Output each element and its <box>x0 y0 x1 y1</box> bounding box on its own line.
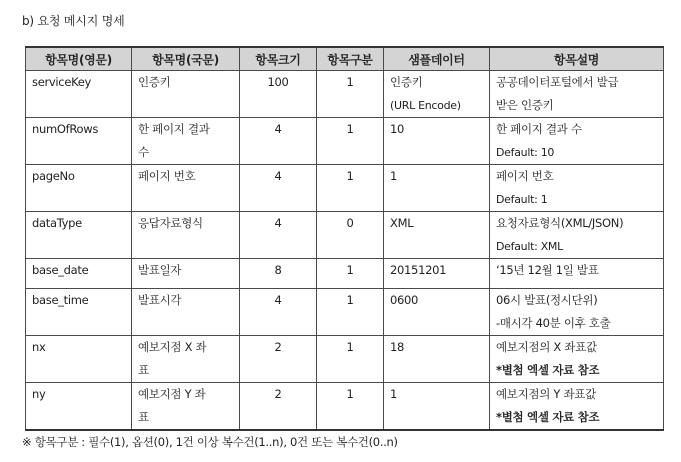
cell-sample: 10 <box>384 118 490 165</box>
cell-sample: 18 <box>384 336 490 383</box>
cell-type: 1 <box>317 336 384 383</box>
table-row <box>26 212 664 259</box>
cell-sample: 1 <box>384 165 490 212</box>
cell-sample: XML <box>384 212 490 259</box>
header-type: 항목구분 <box>317 47 384 71</box>
cell-size: 4 <box>240 118 317 165</box>
cell-name-en: base_time <box>26 289 132 336</box>
cell-type: 1 <box>317 71 384 118</box>
cell-name-en: numOfRows <box>26 118 132 165</box>
cell-description: 요청자료형식(XML/JSON) Default: XML <box>490 212 664 259</box>
cell-name-ko: 인증키 <box>132 71 240 118</box>
table-row <box>26 289 664 336</box>
cell-name-en: pageNo <box>26 165 132 212</box>
cell-name-en: nx <box>26 336 132 383</box>
table-header-row <box>26 47 664 71</box>
cell-description: 예보지점의 X 좌표값 *별첨 엑셀 자료 참조 <box>490 336 664 383</box>
cell-size: 2 <box>240 336 317 383</box>
cell-description: 한 페이지 결과 수 Default: 10 <box>490 118 664 165</box>
table-row <box>26 259 664 289</box>
cell-type: 0 <box>317 212 384 259</box>
table-row <box>26 118 664 165</box>
cell-name-en: dataType <box>26 212 132 259</box>
cell-sample: 1 <box>384 383 490 431</box>
cell-size: 100 <box>240 71 317 118</box>
cell-name-ko: 발표시각 <box>132 289 240 336</box>
cell-type: 1 <box>317 259 384 289</box>
cell-size: 2 <box>240 383 317 431</box>
cell-type: 1 <box>317 118 384 165</box>
cell-type: 1 <box>317 383 384 431</box>
header-name-en: 항목명(영문) <box>26 47 132 71</box>
cell-description: 페이지 번호 Default: 1 <box>490 165 664 212</box>
cell-size: 4 <box>240 165 317 212</box>
cell-sample: 인증키 (URL Encode) <box>384 71 490 118</box>
cell-name-ko: 예보지점 X 좌 표 <box>132 336 240 383</box>
header-name-ko: 항목명(국문) <box>132 47 240 71</box>
cell-sample: 20151201 <box>384 259 490 289</box>
cell-description: ‘15년 12월 1일 발표 <box>490 259 664 289</box>
cell-description: 예보지점의 Y 좌표값 *별첨 엑셀 자료 참조 <box>490 383 664 431</box>
cell-size: 8 <box>240 259 317 289</box>
cell-name-ko: 예보지점 Y 좌 표 <box>132 383 240 431</box>
cell-sample: 0600 <box>384 289 490 336</box>
cell-name-ko: 페이지 번호 <box>132 165 240 212</box>
table-row <box>26 71 664 118</box>
table-row <box>26 383 664 431</box>
header-size: 항목크기 <box>240 47 317 71</box>
cell-name-ko: 발표일자 <box>132 259 240 289</box>
table-row <box>26 165 664 212</box>
cell-size: 4 <box>240 289 317 336</box>
cell-type: 1 <box>317 165 384 212</box>
cell-description: 공공데이터포털에서 발급 받은 인증키 <box>490 71 664 118</box>
header-description: 항목설명 <box>490 47 664 71</box>
section-title: b) 요청 메시지 명세 <box>22 14 125 28</box>
request-spec-table <box>25 46 664 431</box>
cell-name-ko: 응답자료형식 <box>132 212 240 259</box>
cell-name-en: base_date <box>26 259 132 289</box>
cell-type: 1 <box>317 289 384 336</box>
cell-name-en: serviceKey <box>26 71 132 118</box>
cell-name-ko: 한 페이지 결과 수 <box>132 118 240 165</box>
cell-description: 06시 발표(정시단위) -매시각 40분 이후 호출 <box>490 289 664 336</box>
cell-name-en: ny <box>26 383 132 431</box>
header-sample: 샘플데이터 <box>384 47 490 71</box>
table-row <box>26 336 664 383</box>
footnote: ※ 항목구분 : 필수(1), 옵션(0), 1건 이상 복수건(1..n), 0건 또는 복수건(0..n) <box>22 435 398 449</box>
cell-size: 4 <box>240 212 317 259</box>
